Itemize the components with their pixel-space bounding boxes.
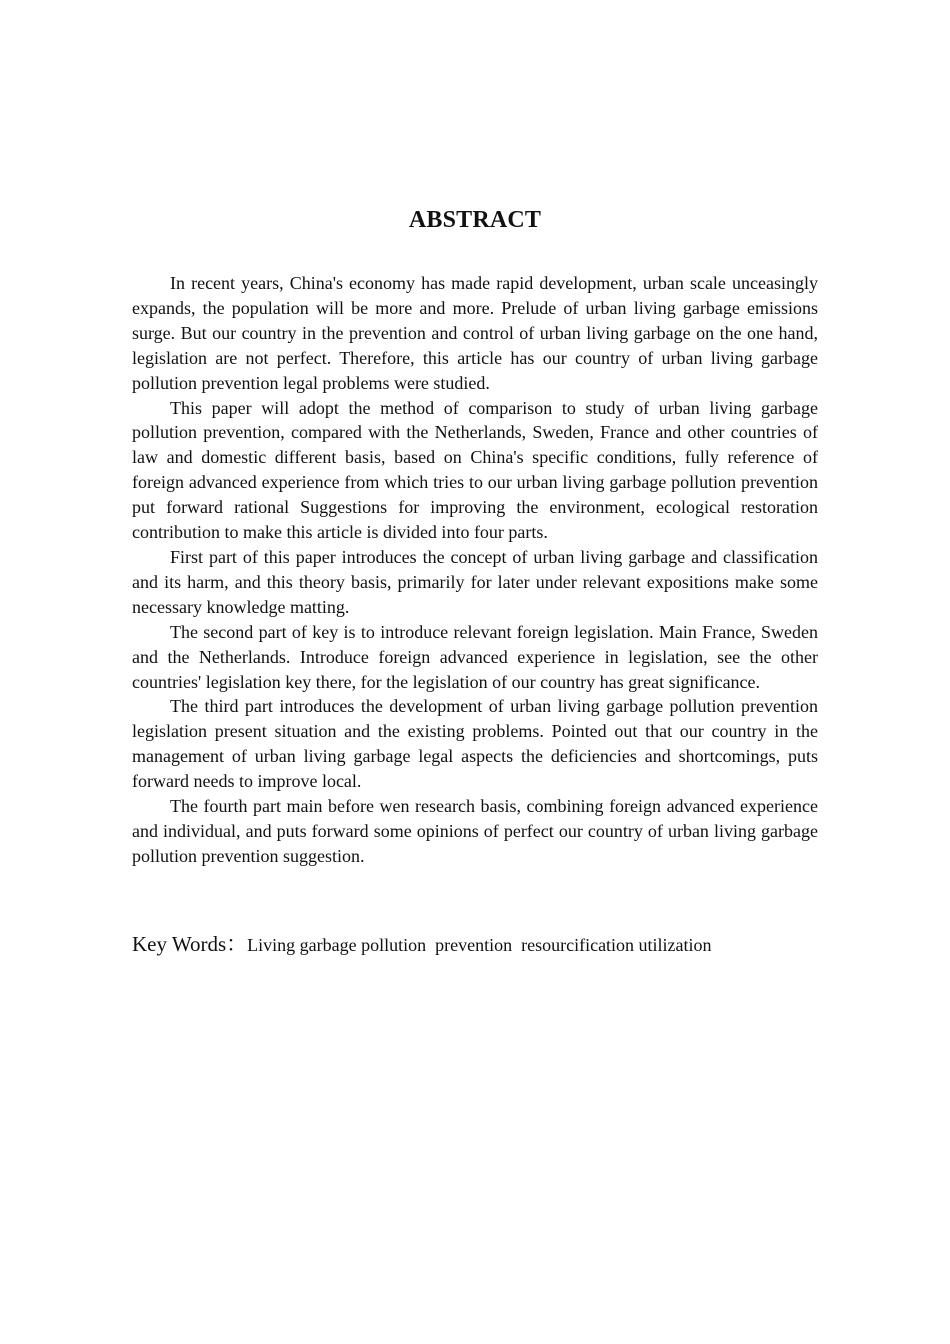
- abstract-paragraph-5: The third part introduces the development of urban living garbage pollution prevention legislation present situation and the existing problems. Pointed out that our country in the management of urban living garbage legal aspects the deficiencies and shortcomings, puts forward needs to improve local.: [132, 696, 818, 792]
- abstract-title: ABSTRACT: [408, 207, 542, 233]
- abstract-paragraph-3: First part of this paper introduces the concept of urban living garbage and classification and its harm, and this theory basis, primarily for later under relevant expositions make some necessary knowledge matting.: [132, 546, 818, 617]
- keywords-value: Living garbage pollution prevention resourcification utilization: [247, 935, 712, 955]
- abstract-paragraph-6: The fourth part main before wen research basis, combining foreign advanced experience and individual, and puts forward some opinions of perfect our country of urban living garbage pollution prevention suggestion.: [132, 796, 818, 866]
- abstract-paragraph-4: The second part of key is to introduce relevant foreign legislation. Main France, Sweden and the Netherlands. Introduce foreign advanced experience in legislation, see the other countries' legislation key there, for the legislation of our country has great significance.: [132, 621, 818, 692]
- abstract-paragraph-1: In recent years, China's economy has made rapid development, urban scale unceasingly expands, the population will be more and more. Prelude of urban living garbage emissions surge. But our country in the prevention and control of urban living garbage on the one hand, legislation are not perfect. Therefore, this article has our country of urban living garbage pollution prevention legal problems were studied.: [132, 273, 818, 393]
- keywords-label: Key Words：: [132, 932, 248, 956]
- keywords-line: [132, 930, 818, 959]
- abstract-paragraph-2: This paper will adopt the method of comparison to study of urban living garbage pollution prevention, compared with the Netherlands, Sweden, France and other countries of law and domestic different basis, based on China's specific conditions, fully reference of foreign advanced experience from which tries to our urban living garbage pollution prevention put forward rational Suggestions for improving the environment, ecological restoration contribution to make this article is divided into four parts.: [132, 397, 818, 543]
- abstract-body: [132, 271, 818, 869]
